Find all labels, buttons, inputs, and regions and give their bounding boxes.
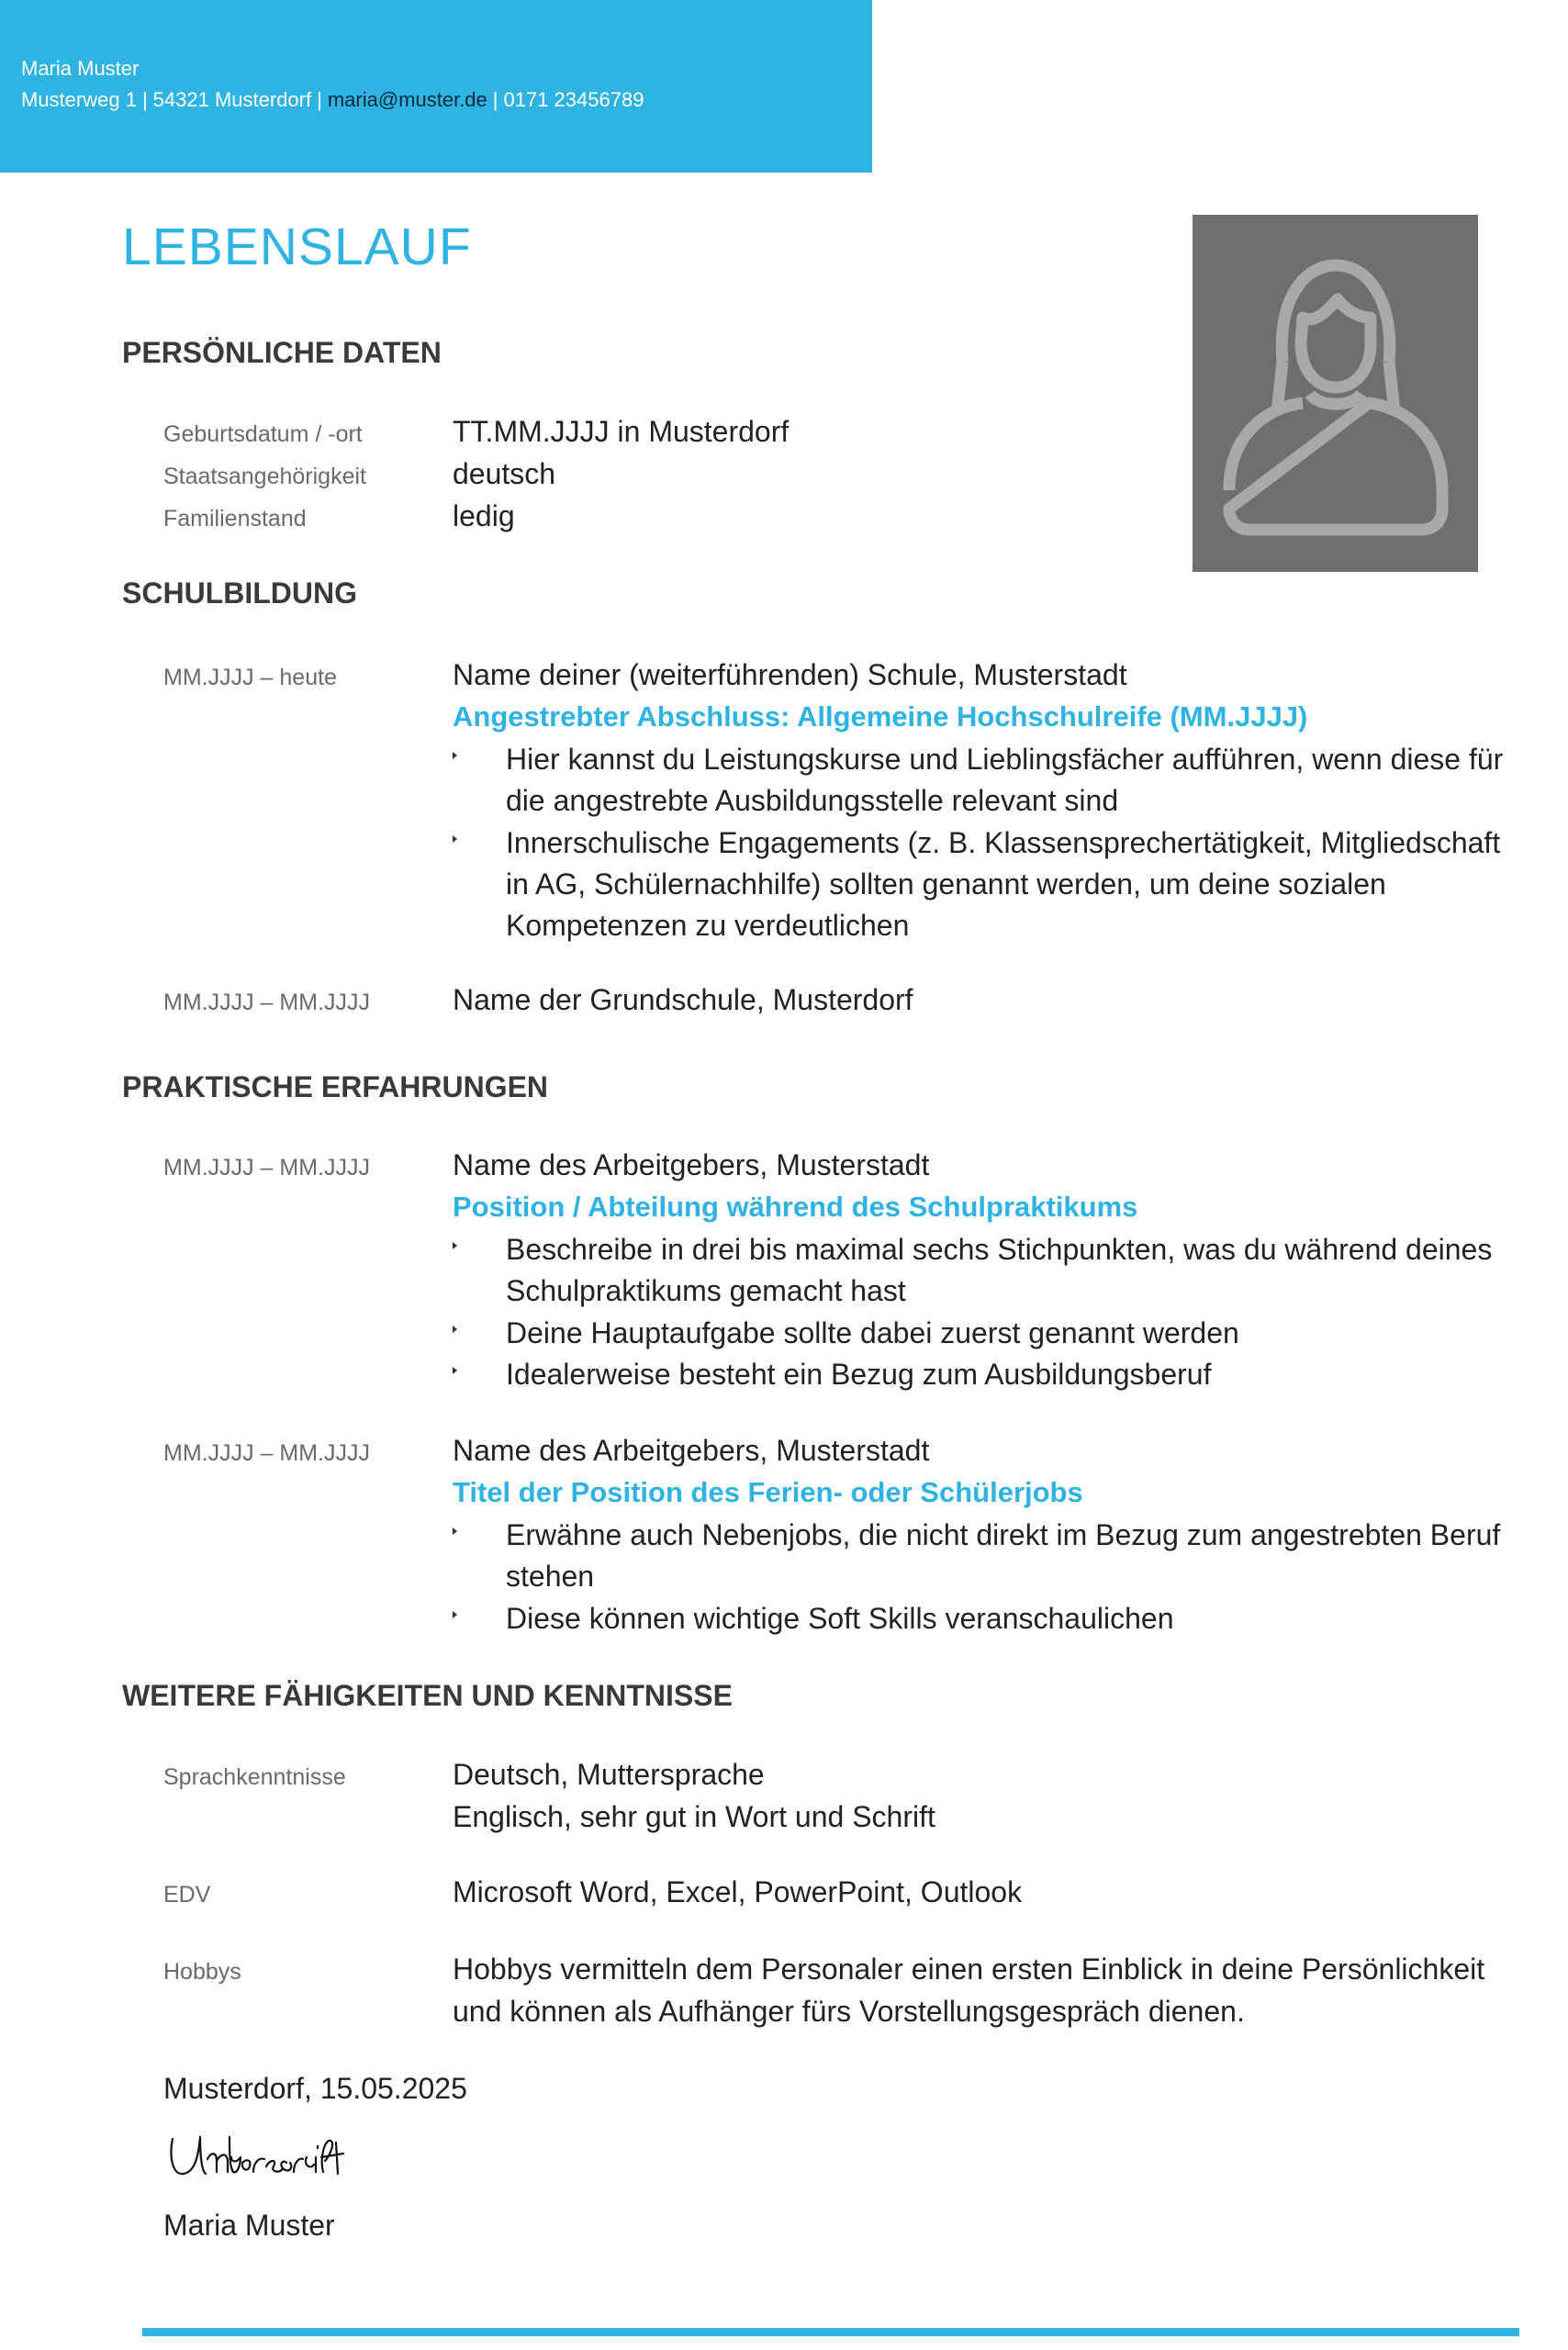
skills-label: Hobbys (163, 1959, 241, 1985)
list-item-text: Hier kannst du Leistungskurse und Lieblingsfächer aufführen, wenn diese für die angestrebte Ausbildungsstelle relevant sind (506, 743, 1504, 817)
list-item-text: Erwähne auch Nebenjobs, die nicht direkt im Bezug zum angestrebten Beruf stehen (506, 1518, 1501, 1593)
bullet-marker-icon (453, 1242, 457, 1249)
skills-value: Microsoft Word, Excel, PowerPoint, Outlook (453, 1875, 1023, 1908)
list-item-text: Deine Hauptaufgabe sollte dabei zuerst genannt werden (506, 1316, 1239, 1349)
skills-value: Englisch, sehr gut in Wort und Schrift (453, 1800, 935, 1833)
entry-date: MM.JJJJ – MM.JJJJ (163, 1155, 370, 1181)
skills-label: Sprachkenntnisse (163, 1764, 346, 1790)
signature-name: Maria Muster (163, 2209, 335, 2242)
list-item (453, 1354, 1508, 1395)
section-heading-skills: WEITERE FÄHIGKEITEN UND KENNTNISSE (122, 1679, 733, 1712)
personal-label: Staatsangehörigkeit (163, 464, 366, 489)
list-item-text: Beschreibe in drei bis maximal sechs Stichpunkten, was du während deines Schulpraktikums gemacht hast (506, 1233, 1493, 1307)
skills-label: EDV (163, 1882, 211, 1908)
header-name: Maria Muster (21, 57, 140, 80)
entry-title: Name des Arbeitgebers, Musterstadt (453, 1148, 930, 1181)
place-date: Musterdorf, 15.05.2025 (163, 2072, 467, 2105)
document-title: LEBENSLAUF (122, 218, 472, 276)
bullet-marker-icon (453, 1528, 457, 1535)
entry-subtitle: Position / Abteilung während des Schulpraktikums (453, 1191, 1138, 1223)
list-item (453, 1229, 1508, 1312)
list-item (453, 1515, 1508, 1597)
personal-value: deutsch (453, 457, 556, 490)
list-item (453, 822, 1508, 946)
list-item (453, 739, 1508, 822)
bullet-marker-icon (453, 752, 457, 759)
personal-label: Geburtsdatum / -ort (163, 421, 363, 447)
section-heading-experience: PRAKTISCHE ERFAHRUNGEN (122, 1070, 549, 1103)
entry-title: Name der Grundschule, Musterdorf (453, 983, 913, 1016)
skills-value: Deutsch, Muttersprache (453, 1758, 765, 1791)
header-phone: 0171 23456789 (503, 88, 644, 111)
header-band (0, 0, 872, 173)
entry-title: Name deiner (weiterführenden) Schule, Musterstadt (453, 658, 1127, 691)
skills-value: und können als Aufhänger fürs Vorstellungsgespräch dienen. (453, 1995, 1245, 2028)
list-item-text: Idealerweise besteht ein Bezug zum Ausbildungsberuf (506, 1358, 1212, 1391)
separator: | (141, 88, 148, 111)
skills-value: Hobbys vermitteln dem Personaler einen ersten Einblick in deine Persönlichkeit (453, 1953, 1485, 1986)
bullet-marker-icon (453, 1326, 457, 1333)
section-heading-school: SCHULBILDUNG (122, 576, 357, 610)
header-email-link[interactable]: maria@muster.de (327, 88, 487, 111)
separator: | (492, 88, 498, 111)
personal-label: Familienstand (163, 506, 307, 532)
personal-value: TT.MM.JJJJ in Musterdorf (453, 415, 790, 448)
header-contact (21, 88, 644, 112)
separator: | (317, 88, 322, 111)
list-item (453, 1598, 1508, 1639)
bullet-marker-icon (453, 835, 457, 843)
header-street: Musterweg 1 (21, 88, 137, 111)
personal-value: ledig (453, 499, 515, 532)
entry-subtitle: Angestrebter Abschluss: Allgemeine Hochschulreife (MM.JJJJ) (453, 700, 1308, 733)
signature (163, 2121, 356, 2185)
entry-date: MM.JJJJ – MM.JJJJ (163, 990, 370, 1015)
entry-date: MM.JJJJ – heute (163, 665, 337, 690)
entry-date: MM.JJJJ – MM.JJJJ (163, 1440, 370, 1466)
entry-title: Name des Arbeitgebers, Musterstadt (453, 1434, 930, 1467)
person-silhouette-icon (1193, 215, 1478, 572)
list-item (453, 1313, 1508, 1354)
list-item-text: Innerschulische Engagements (z. B. Klassensprechertätigkeit, Mitgliedschaft in AG, Schülernachhilfe) sollten genannt werden, um deine sozialen Kompetenzen zu verdeutlichen (506, 826, 1501, 942)
bullet-marker-icon (453, 1367, 457, 1374)
section-heading-personal: PERSÖNLICHE DATEN (122, 336, 442, 369)
list-item-text: Diese können wichtige Soft Skills veranschaulichen (506, 1602, 1174, 1635)
entry-subtitle: Titel der Position des Ferien- oder Schülerjobs (453, 1476, 1083, 1508)
header-city: 54321 Musterdorf (152, 88, 312, 111)
footer-divider (142, 2328, 1519, 2336)
profile-photo (1193, 215, 1478, 572)
bullet-marker-icon (453, 1611, 457, 1618)
